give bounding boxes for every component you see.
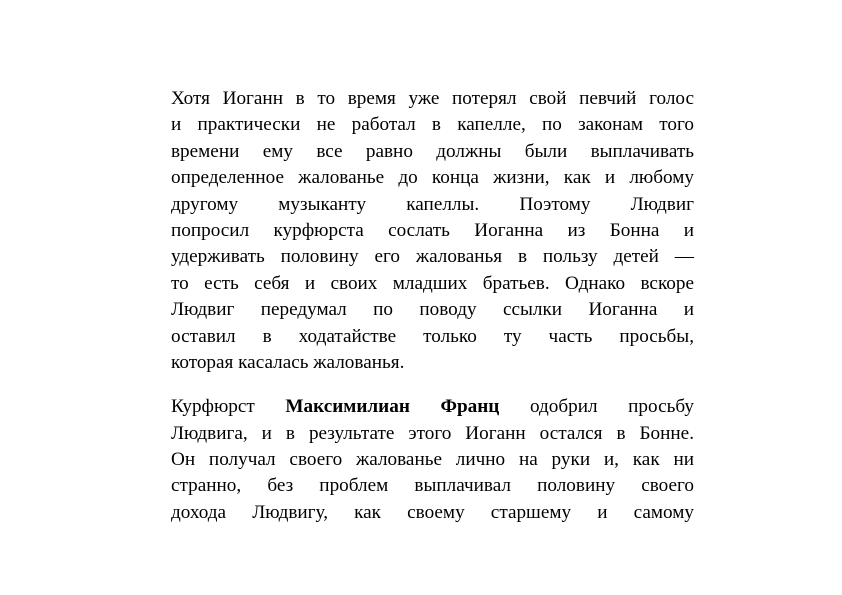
paragraph-2-prefix: Курфюрст	[171, 396, 255, 418]
paragraph-1-line: которая касалась жалованья.	[171, 351, 405, 373]
paragraph-1-line: Людвиг передумал по поводу ссылки Иоганна и	[171, 299, 694, 321]
paragraph-2-line: странно, без проблем выплачивал половину своего	[171, 475, 694, 497]
paragraph-1-line: определенное жалованье до конца жизни, как и любому	[171, 167, 694, 189]
paragraph-1-line: другому музыканту капеллы. Поэтому Людвиг	[171, 193, 694, 215]
paragraph-spacer	[171, 376, 694, 394]
paragraph-2-line: Он получал своего жалованье лично на руки и, как ни	[171, 449, 694, 471]
paragraph-1-line: времени ему все равно должны были выплачивать	[171, 140, 694, 162]
paragraph-1-line: попросил курфюрста сослать Иоганна из Бонна и	[171, 219, 694, 241]
paragraph-1-line: оставил в ходатайстве только ту часть просьбы,	[171, 325, 694, 347]
paragraph-2-line: Людвига, и в результате этого Иоганн остался в Бонне.	[171, 422, 694, 444]
paragraph-1-line: то есть себя и своих младших братьев. Однако вскоре	[171, 272, 694, 294]
paragraph-2-suffix: одобрил просьбу	[529, 396, 694, 418]
paragraph-2	[171, 394, 694, 526]
paragraph-1-line: Хотя Иоганн в то время уже потерял свой певчий голос	[171, 88, 694, 109]
paragraph-1	[171, 86, 694, 376]
paragraph-1-line: и практически не работал в капелле, по законам того	[171, 114, 694, 136]
paragraph-1-line: удерживать половину его жалованья в пользу детей —	[171, 246, 694, 268]
paragraph-2-line: дохода Людвигу, как своему старшему и самому	[171, 501, 694, 523]
paragraph-2-first-line	[171, 394, 694, 420]
document-body	[171, 86, 694, 526]
person-name: Максимилиан Франц	[285, 396, 500, 418]
